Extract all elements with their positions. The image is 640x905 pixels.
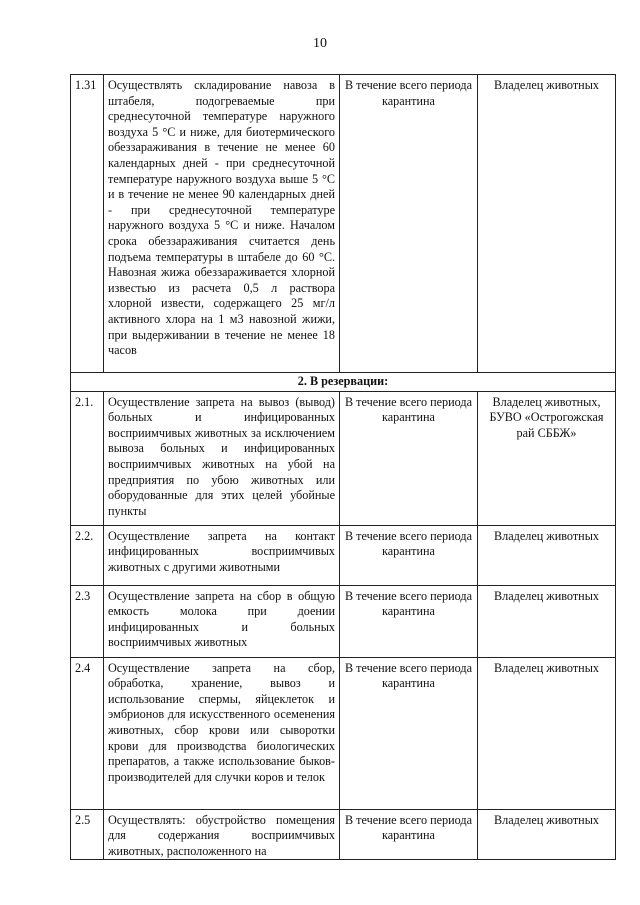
table-row <box>71 585 616 657</box>
row-term: В течение всего периода карантина <box>340 657 478 809</box>
row-number: 2.5 <box>71 809 104 860</box>
row-responsible: Владелец животных <box>478 585 616 657</box>
table-row <box>71 391 616 525</box>
table-row <box>71 809 616 860</box>
row-term: В течение всего периода карантина <box>340 75 478 373</box>
row-number: 2.1. <box>71 391 104 525</box>
section-title: 2. В резервации: <box>71 373 616 392</box>
measures-table <box>70 74 616 860</box>
row-number: 2.2. <box>71 525 104 585</box>
row-description: Осуществлять складирование навоза в штабеля, подогреваемые при среднесуточной температуре наружного воздуха 5 °С и ниже, для биотермического обеззараживания в течение не менее 60 календарных дней - при среднесуточной температуре наружного воздуха выше 5 °С и в течение не менее 90 календарных дней - при среднесуточной температуре наружного воздуха 5 °С и ниже. Началом срока обеззараживания считается день подъема температуры в штабеле до 60 °С. Навозная жижа обеззараживается хлорной известью из расчета 0,5 л раствора хлорной извести, содержащего 25 мг/л активного хлора на 1 м3 навозной жижи, при выдерживании в течение не менее 18 часов <box>104 75 340 373</box>
row-responsible: Владелец животных <box>478 75 616 373</box>
row-responsible: Владелец животных <box>478 657 616 809</box>
row-term: В течение всего периода карантина <box>340 391 478 525</box>
row-description: Осуществление запрета на вывоз (вывод) больных и инфицированных восприимчивых животных за исключением вывоза больных и инфицированных восприимчивых животных на убой на предприятия по убою животных или оборудованные для этих целей убойные пункты <box>104 391 340 525</box>
table-row <box>71 525 616 585</box>
row-term: В течение всего периода карантина <box>340 809 478 860</box>
row-responsible: Владелец животных <box>478 525 616 585</box>
page-number: 10 <box>313 36 327 51</box>
row-responsible: Владелец животных, БУВО «Острогожская рай СББЖ» <box>478 391 616 525</box>
section-header-row <box>71 373 616 392</box>
row-description: Осуществление запрета на контакт инфицированных восприимчивых животных с другими животными <box>104 525 340 585</box>
table-row <box>71 75 616 373</box>
row-number: 2.3 <box>71 585 104 657</box>
row-description: Осуществление запрета на сбор, обработка, хранение, вывоз и использование спермы, яйцеклеток и эмбрионов для искусственного осеменения животных, сбор крови или сыворотки крови для производства биологических препаратов, а также использование быков-производителей для случки коров и телок <box>104 657 340 809</box>
row-description: Осуществлять: обустройство помещения для содержания восприимчивых животных, расположенного на <box>104 809 340 860</box>
row-term: В течение всего периода карантина <box>340 525 478 585</box>
row-number: 2.4 <box>71 657 104 809</box>
table-row <box>71 657 616 809</box>
row-number: 1.31 <box>71 75 104 373</box>
row-term: В течение всего периода карантина <box>340 585 478 657</box>
row-responsible: Владелец животных <box>478 809 616 860</box>
row-description: Осуществление запрета на сбор в общую емкость молока при доении инфицированных и больных восприимчивых животных <box>104 585 340 657</box>
